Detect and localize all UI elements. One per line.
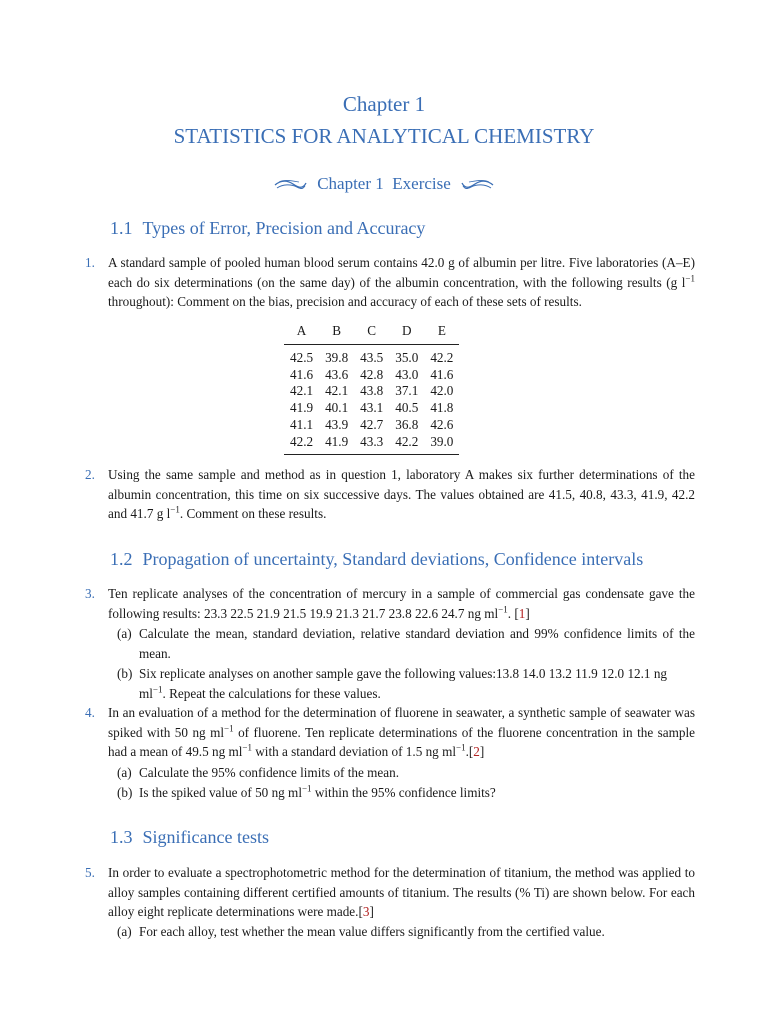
- subquestion-marker: (a): [117, 924, 132, 939]
- table-row: [284, 417, 459, 434]
- table-cell: 43.5: [360, 350, 384, 365]
- table-cell: 43.9: [325, 416, 349, 432]
- exercise-heading: [0, 172, 768, 196]
- question-3: [85, 584, 695, 623]
- table-cell: 43.0: [395, 366, 419, 382]
- exercise-title: Chapter 1 Exercise: [317, 174, 451, 193]
- table-cell: 43.1: [360, 400, 384, 416]
- table-cell: 41.9: [290, 400, 314, 416]
- question-4a: [117, 763, 695, 783]
- table-cell: 41.9: [319, 434, 354, 455]
- table-cell: 41.6: [430, 366, 454, 382]
- subquestion-text: For each alloy, test whether the mean value differs significantly from the certified value.: [139, 924, 605, 939]
- column-header: B: [319, 320, 354, 345]
- section-heading-1-1: [110, 216, 425, 240]
- section-heading-1-2: [110, 547, 643, 571]
- citation-link[interactable]: 1: [518, 605, 526, 621]
- table-cell: 43.6: [325, 366, 349, 382]
- flourish-right-icon: [461, 179, 495, 191]
- table-cell: 39.8: [325, 350, 349, 365]
- question-3a: [117, 624, 695, 663]
- chapter-title: STATISTICS FOR ANALYTICAL CHEMISTRY: [173, 124, 595, 148]
- table-cell: 42.2: [284, 434, 319, 455]
- column-header: D: [389, 320, 424, 345]
- table-cell: 39.0: [424, 434, 459, 455]
- table-header-row: [284, 320, 459, 345]
- table-cell: 41.8: [430, 400, 454, 416]
- chapter-number: Chapter 1: [342, 92, 426, 116]
- table-cell: 42.1: [325, 383, 349, 399]
- table-cell: 43.3: [354, 434, 389, 455]
- section-title: Significance tests: [142, 827, 269, 847]
- table-cell: 35.0: [395, 350, 419, 365]
- albumin-results-table: [284, 320, 459, 455]
- table-cell: 42.5: [290, 350, 314, 365]
- question-text: A standard sample of pooled human blood serum contains 42.0 g of albumin per litre. Five laboratories (A–E) each do six determinations (on the same day) of the albumin concentration, with the following results (g $l^{-1}$ throughout): Comment on the bias, precision and accuracy of each of these sets of results.: [108, 255, 695, 310]
- table-row: [284, 383, 459, 400]
- question-5: [85, 863, 695, 922]
- table-row: [284, 345, 459, 367]
- question-4: [85, 703, 695, 762]
- question-number[interactable]: 3.: [85, 586, 95, 601]
- question-3b: [117, 664, 695, 703]
- flourish-left-icon: [273, 179, 307, 191]
- table-cell: 37.1: [395, 383, 419, 399]
- table-cell: 42.1: [290, 383, 314, 399]
- table-cell: 42.6: [430, 416, 454, 432]
- subquestion-marker: (a): [117, 626, 132, 641]
- subquestion-marker: (a): [117, 765, 132, 780]
- table-cell: 43.8: [360, 383, 384, 399]
- question-number[interactable]: 4.: [85, 705, 95, 720]
- section-title: Types of Error, Precision and Accuracy: [142, 218, 426, 238]
- question-2: [85, 465, 695, 524]
- question-4b: [117, 783, 695, 803]
- question-number[interactable]: 5.: [85, 865, 95, 880]
- section-heading-1-3: [110, 825, 269, 849]
- table-cell: 36.8: [395, 416, 419, 432]
- subquestion-text: Is the spiked value of 50 ng $ml^{-1}$ within the 95% confidence limits?: [139, 783, 496, 800]
- table-cell: 40.5: [395, 400, 419, 416]
- table-row: [284, 434, 459, 455]
- question-text: Using the same sample and method as in question 1, laboratory A makes six further determinations of the albumin concentration, this time on six successive days. The values obtained are 41.5, 40.8, 43.3, 41.9, 42.2 and 41.7 g $l^{-1}$. Comment on these results.: [108, 467, 695, 522]
- section-number: 1.1: [110, 218, 133, 238]
- column-header: A: [284, 320, 319, 345]
- question-text: In order to evaluate a spectrophotometric method for the determination of titanium, the method was applied to alloy samples containing different certified amounts of titanium. The results (% Ti) are shown below. For each alloy eight replicate determinations were made.[3]: [108, 865, 695, 920]
- table-cell: 42.8: [360, 366, 384, 382]
- subquestion-text: Calculate the mean, standard deviation, relative standard deviation and 99% confidence limits of the mean.: [139, 626, 695, 661]
- question-text: Ten replicate analyses of the concentration of mercury in a sample of commercial gas condensate gave the following results: 23.3 22.5 21.9 21.5 19.9 21.3 21.7 23.8 22.6 24.7 ng $ml^{-1}$. [1]: [108, 586, 695, 621]
- section-number: 1.3: [110, 827, 133, 847]
- question-number[interactable]: 2.: [85, 467, 95, 482]
- citation-link[interactable]: 2: [473, 744, 480, 760]
- table-row: [284, 400, 459, 417]
- section-number: 1.2: [110, 549, 133, 569]
- subquestion-marker: (b): [117, 666, 133, 681]
- section-title: Propagation of uncertainty, Standard deviations, Confidence intervals: [142, 549, 644, 569]
- table-cell: 41.1: [290, 416, 314, 432]
- table-cell: 42.0: [430, 383, 454, 399]
- table-cell: 42.2: [389, 434, 424, 455]
- table-cell: 42.7: [360, 416, 384, 432]
- subquestion-text: Calculate the 95% confidence limits of the mean.: [139, 765, 399, 780]
- table-cell: 42.2: [430, 350, 454, 365]
- column-header: C: [354, 320, 389, 345]
- table-cell: 41.6: [290, 366, 314, 382]
- question-1: [85, 253, 695, 312]
- table-row: [284, 367, 459, 384]
- question-text: In an evaluation of a method for the determination of fluorene in seawater, a synthetic sample of seawater was spiked with 50 ng $ml^{-1}$ of fluorene. Ten replicate determinations of the fluorene concentration in the sample had a mean of 49.5 ng $ml^{-1}$ with a standard deviation of 1.5 ng $ml^{-1}.[2]$: [108, 705, 695, 760]
- citation-link[interactable]: 3: [362, 904, 370, 920]
- subquestion-marker: (b): [117, 785, 133, 800]
- subquestion-text: Six replicate analyses on another sample gave the following values:13.8 14.0 13.2 11.9 12.0 12.1 ng $ml^{-1}$. Repeat the calculations for these values.: [139, 666, 668, 701]
- question-5a: [117, 922, 695, 942]
- question-number[interactable]: 1.: [85, 255, 95, 270]
- table-cell: 40.1: [325, 400, 349, 416]
- column-header: E: [424, 320, 459, 345]
